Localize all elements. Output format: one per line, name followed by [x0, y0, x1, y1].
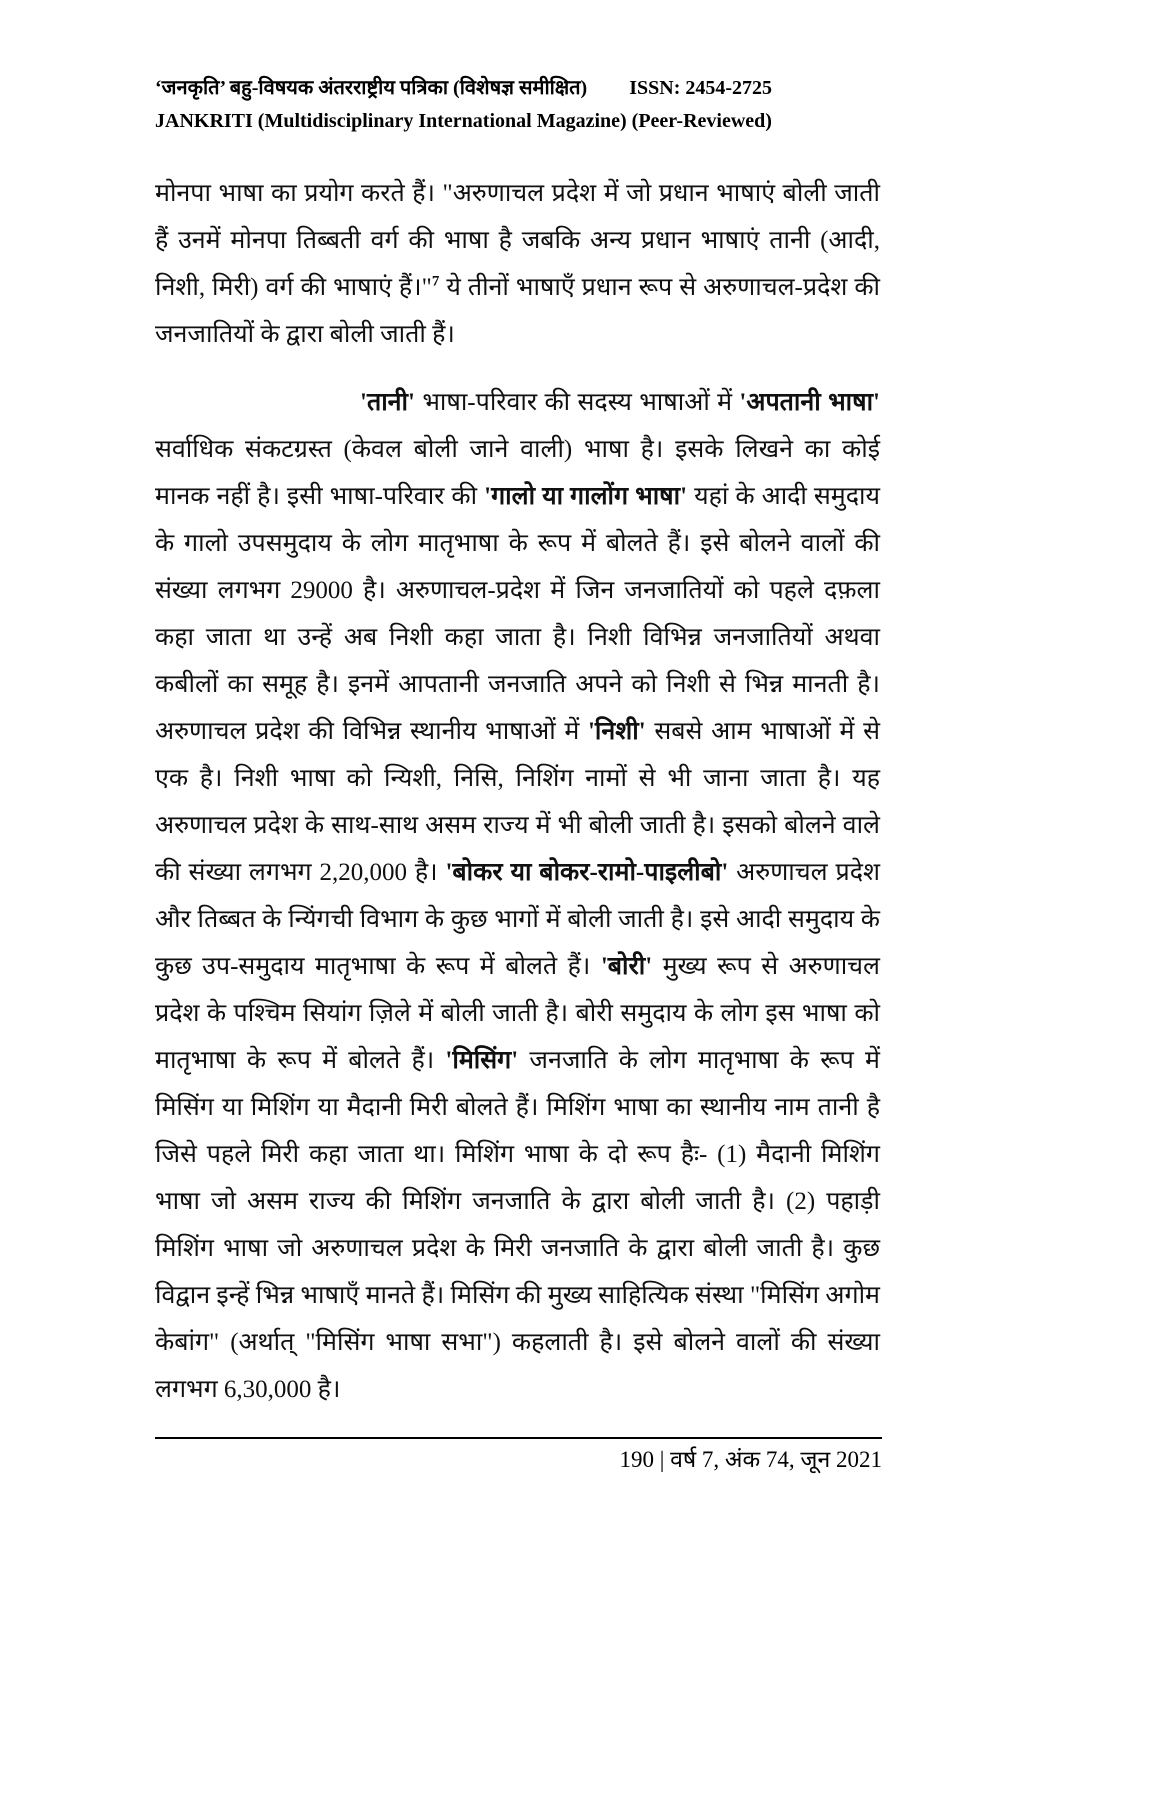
text-run: यहां के आदी समुदाय के गालो उपसमुदाय के लोग मातृभाषा के रूप में बोलते हैं। इसे बोलने वालों की संख्या लगभग 29000 है। अरुणाचल-प्रदेश में जिन जनजातियों को पहले दफ़ला कहा जाता था उन्हें अब निशी कहा जाता है। निशी विभिन्न जनजातियों अथवा कबीलों का समूह है। इनमें आपतानी जनजाति अपने को निशी से भिन्न मानती है। अरुणाचल प्रदेश की विभिन्न स्थानीय भाषाओं में — [155, 483, 880, 745]
text-run: मोनपा भाषा का प्रयोग करते हैं। "अरुणाचल प्रदेश में जो प्रधान भाषाएं बोली जाती हैं उनमें मोनपा तिब्बती वर्ग की भाषा है जबकि अन्य प्रधान भाषाएं तानी (आदी, निशी, मिरी) वर्ग की भाषाएं हैं।" — [155, 180, 880, 301]
text-run: ये तीनों भाषाएँ प्रधान रूप से अरुणाचल-प्रदेश की जनजातियों के द्वारा बोली जाती हैं। — [155, 274, 881, 348]
issn-number: ISSN: 2454-2725 — [629, 77, 773, 99]
bold-term: 'बोकर या बोकर-रामो-पाइलीबो' — [445, 859, 729, 886]
paragraph — [155, 170, 880, 358]
bold-term: 'निशी' — [587, 718, 646, 745]
text-run: भाषा-परिवार की सदस्य भाषाओं में — [414, 389, 740, 416]
bold-term: 'बोरी' — [600, 953, 653, 980]
bold-term: 'अपतानी भाषा' — [739, 389, 880, 416]
page-number-and-issue: 190 | वर्ष 7, अंक 74, जून 2021 — [619, 1447, 882, 1472]
page-header — [155, 72, 880, 138]
footnote-reference: 7 — [431, 273, 440, 290]
bold-term: 'मिसिंग' — [445, 1047, 519, 1074]
text-run: अरुणाचल प्रदेश और तिब्बत के न्यिंगची विभाग के कुछ भागों में बोली जाती है। इसे आदी समुदाय के कुछ उप-समुदाय मातृभाषा के रूप में बोलते हैं। — [155, 859, 880, 980]
bold-term: 'गालो या गालोंग भाषा' — [484, 483, 688, 510]
journal-title-english: JANKRITI (Multidisciplinary International Magazine) (Peer-Reviewed) — [155, 110, 772, 132]
header-line-1 — [155, 72, 880, 105]
document-body — [155, 170, 880, 1413]
text-run: जनजाति के लोग मातृभाषा के रूप में मिसिंग या मिशिंग या मैदानी मिरी बोलते हैं। मिशिंग भाषा का स्थानीय नाम तानी है जिसे पहले मिरी कहा जाता था। मिशिंग भाषा के दो रूप हैः- (1) मैदानी मिशिंग भाषा जो असम राज्य की मिशिंग जनजाति के द्वारा बोली जाती है। (2) पहाड़ी मिशिंग भाषा जो अरुणाचल प्रदेश के मिरी जनजाति के द्वारा बोली जाती है। कुछ विद्वान इन्हें भिन्न भाषाएँ मानते हैं। मिसिंग की मुख्य साहित्यिक संस्था "मिसिंग अगोम केबांग" (अर्थात् "मिसिंग भाषा सभा") कहलाती है। इसे बोलने वालों की संख्या लगभग 6,30,000 है। — [155, 1047, 880, 1403]
journal-title-hindi: ‘जनकृति’ बहु-विषयक अंतरराष्ट्रीय पत्रिका (विशेषज्ञ समीक्षित) — [155, 77, 588, 99]
paragraph — [155, 379, 880, 1413]
text-run: मुख्य रूप से अरुणाचल प्रदेश के पश्चिम सियांग ज़िले में बोली जाती है। बोरी समुदाय के लोग इस भाषा को मातृभाषा के रूप में बोलते हैं। — [155, 953, 880, 1074]
page-footer — [155, 1437, 882, 1475]
bold-term: 'तानी' — [360, 389, 415, 416]
text-run: सबसे आम भाषाओं में से एक है। निशी भाषा को न्यिशी, निसि, निशिंग नामों से भी जाना जाता है। यह अरुणाचल प्रदेश के साथ-साथ असम राज्य में भी बोली जाती है। इसको बोलने वाले की संख्या लगभग 2,20,000 है। — [155, 718, 881, 886]
footer-divider — [155, 1437, 882, 1439]
text-run: सर्वाधिक संकटग्रस्त (केवल बोली जाने वाली) भाषा है। इसके लिखने का कोई मानक नहीं है। इसी भाषा-परिवार की — [155, 436, 880, 510]
